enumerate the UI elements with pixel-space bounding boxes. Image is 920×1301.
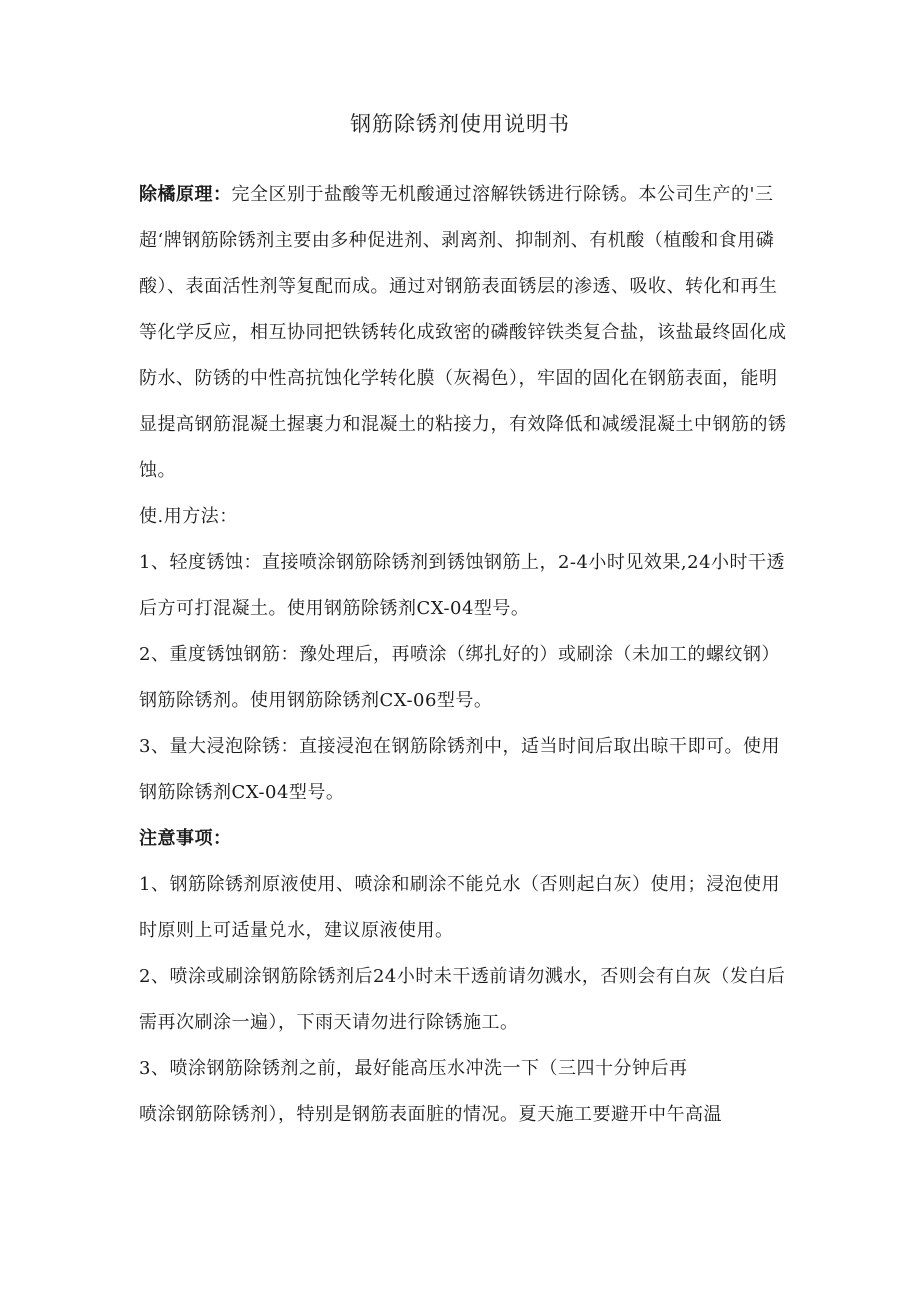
principle-paragraph [139,172,789,494]
notes-heading: 注意事项： [139,828,232,849]
notes-item-3-line-1: 3、喷涂钢筋除锈剂之前，最好能高压水冲洗一下（三四十分钟后再 [139,1058,688,1079]
notes-item-1: 1、钢筋除锈剂原液使用、喷涂和刷涂不能兑水（否则起白灰）使用；浸泡使用时原则上可适量兑水，建议原液使用。 [139,874,780,941]
principle-text: 完全区别于盐酸等无机酸通过溶解铁锈进行除锈。本公司生产的'三超‘牌钢筋除锈剂主要由多种促进剂、剥离剂、抑制剂、有机酸（植酸和食用磷酸）、表面活性剂等复配而成。通过对钢筋表面锈层的渗透、吸收、转化和再生等化学反应，相互协同把铁锈转化成致密的磷酸锌铁类复合盐，该盐最终固化成防水、防锈的中性高抗蚀化学转化膜（灰褐色），牢固的固化在钢筋表面，能明显提高钢筋混凝土握裹力和混凝土的粘接力，有效降低和减缓混凝土中钢筋的锈蚀。 [139,184,787,481]
usage-item-3: 3、量大浸泡除锈：直接浸泡在钢筋除锈剂中，适当时间后取出晾干即可。使用钢筋除锈剂CX-04型号。 [139,736,780,803]
principle-label: 除橘原理： [139,184,232,205]
document-body [139,172,789,1138]
usage-item-2: 2、重度锈蚀钢筋：豫处理后，再喷涂（绑扎好的）或刷涂（未加工的螺纹钢）钢筋除锈剂。使用钢筋除锈剂CX-06型号。 [139,644,780,711]
document-title: 钢筋除锈剂使用说明书 [350,112,570,136]
usage-heading: 使.用方法： [139,506,238,527]
notes-item-3-line-2: 喷涂钢筋除锈剂），特别是钢筋表面脏的情况。夏天施工要避开中午高温 [139,1104,722,1125]
notes-item-2: 2、喷涂或刷涂钢筋除锈剂后24小时未干透前请勿溅水，否则会有白灰（发白后需再次刷涂一遍），下雨天请勿进行除锈施工。 [139,966,786,1033]
usage-item-1: 1、轻度锈蚀：直接喷涂钢筋除锈剂到锈蚀钢筋上，2-4小时见效果,24小时干透后方可打混凝土。使用钢筋除锈剂CX-04型号。 [139,552,786,619]
